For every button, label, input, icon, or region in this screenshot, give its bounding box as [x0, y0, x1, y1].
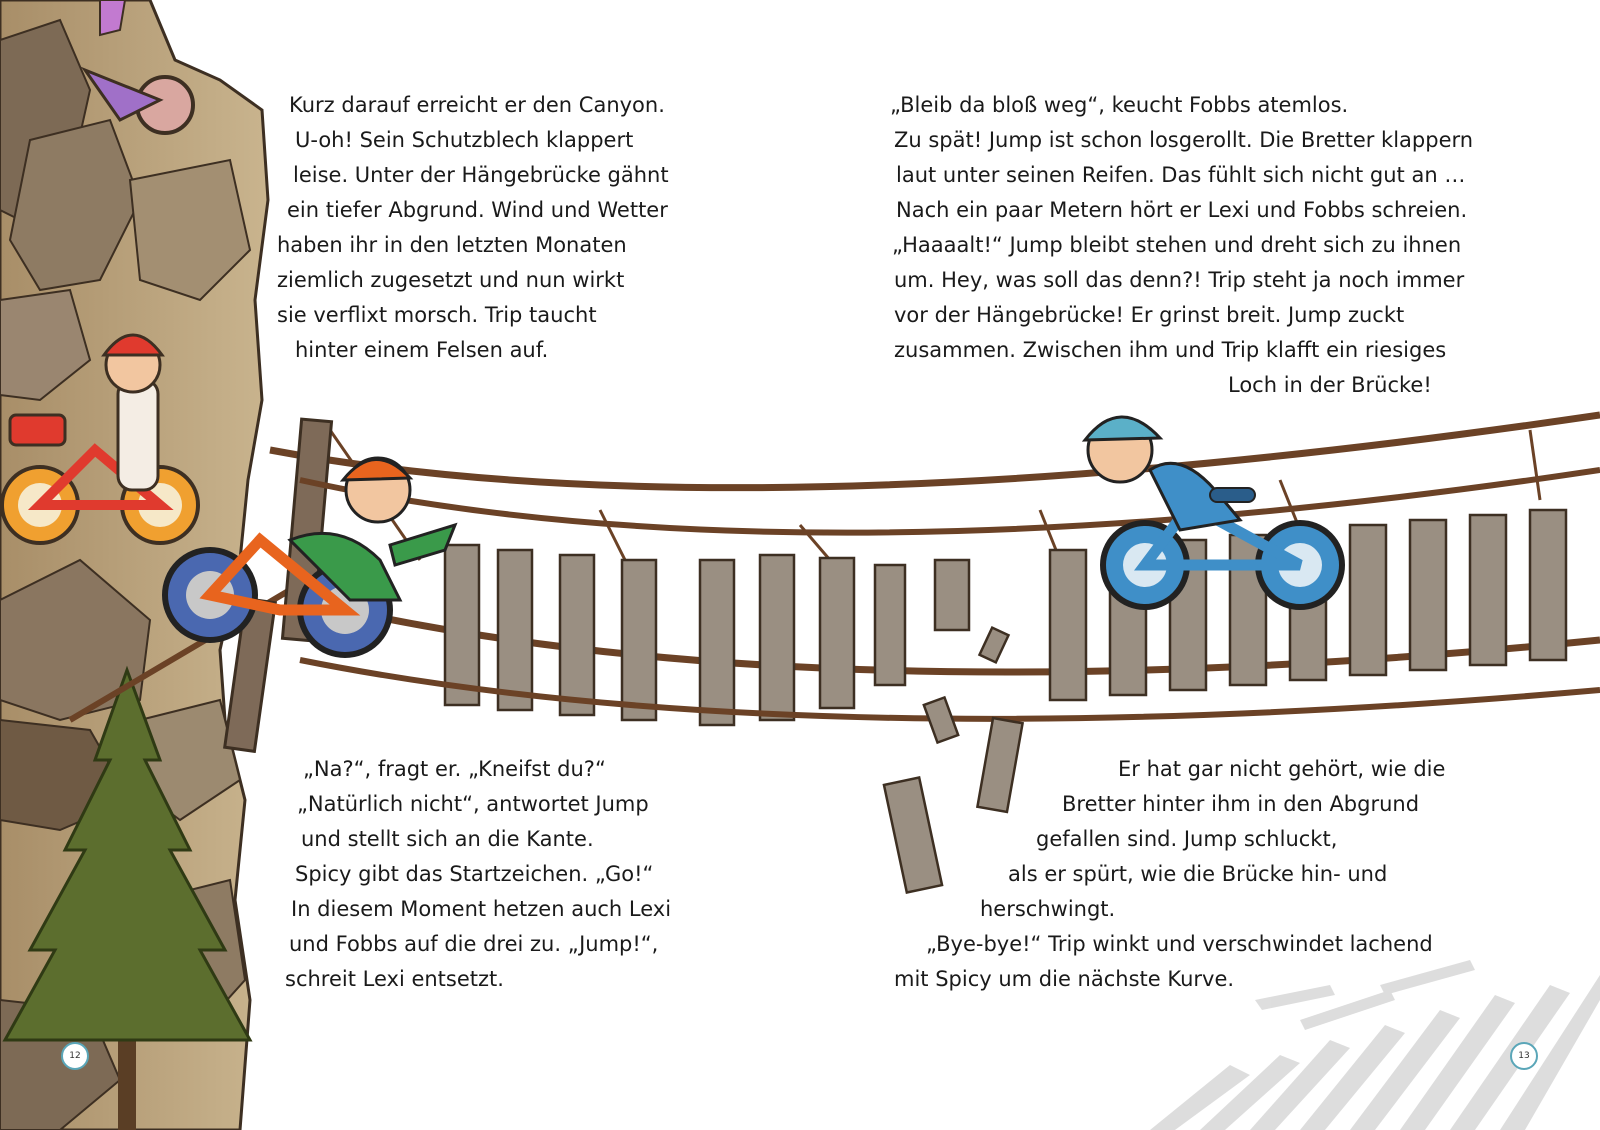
text-line: und stellt sich an die Kante.: [301, 827, 594, 851]
text-line: gefallen sind. Jump schluckt,: [1036, 827, 1338, 851]
text-line: In diesem Moment hetzen auch Lexi: [291, 897, 672, 921]
text-line: ein tiefer Abgrund. Wind und Wetter: [287, 198, 668, 222]
right-paragraph-bottom: [880, 752, 1445, 997]
text-line: Er hat gar nicht gehört, wie die: [1118, 757, 1446, 781]
text-line: als er spürt, wie die Brücke hin- und: [1008, 862, 1388, 886]
text-line: Bretter hinter ihm in den Abgrund: [1062, 792, 1420, 816]
text-line: ziemlich zugesetzt und nun wirkt: [277, 268, 625, 292]
jump-bike-icon: [1085, 417, 1342, 607]
text-line: U-oh! Sein Schutzblech klappert: [295, 128, 634, 152]
text-line: mit Spicy um die nächste Kurve.: [894, 967, 1235, 991]
text-line: leise. Unter der Hängebrücke gähnt: [293, 163, 669, 187]
text-line: Nach ein paar Metern hört er Lexi und Fobbs schreien.: [896, 198, 1468, 222]
text-line: „Natürlich nicht“, antwortet Jump: [297, 792, 649, 816]
text-line: und Fobbs auf die drei zu. „Jump!“,: [289, 932, 659, 956]
text-line: Zu spät! Jump ist schon losgerollt. Die Bretter klappern: [894, 128, 1474, 152]
page-number-right: 13: [1510, 1042, 1538, 1070]
page-number-left: 12: [61, 1042, 89, 1070]
text-line: haben ihr in den letzten Monaten: [277, 233, 627, 257]
left-paragraph-bottom: [275, 752, 671, 997]
text-line: „Bleib da bloß weg“, keucht Fobbs atemlos.: [890, 93, 1349, 117]
text-line: vor der Hängebrücke! Er grinst breit. Jump zuckt: [894, 303, 1405, 327]
text-line: Loch in der Brücke!: [1228, 373, 1432, 397]
text-line: zusammen. Zwischen ihm und Trip klafft ein riesiges: [894, 338, 1447, 362]
text-line: hinter einem Felsen auf.: [295, 338, 549, 362]
text-line: laut unter seinen Reifen. Das fühlt sich nicht gut an …: [896, 163, 1466, 187]
text-line: „Haaaalt!“ Jump bleibt stehen und dreht sich zu ihnen: [892, 233, 1462, 257]
text-line: Kurz darauf erreicht er den Canyon.: [289, 93, 665, 117]
text-line: sie verflixt morsch. Trip taucht: [277, 303, 597, 327]
text-line: „Bye-bye!“ Trip winkt und verschwindet lachend: [926, 932, 1433, 956]
rope-bridge-icon: [70, 415, 1600, 751]
text-line: Spicy gibt das Startzeichen. „Go!“: [295, 862, 654, 886]
right-paragraph-top: [880, 88, 1473, 403]
text-line: schreit Lexi entsetzt.: [285, 967, 504, 991]
text-line: herschwingt.: [980, 897, 1116, 921]
text-line: „Na?“, fragt er. „Kneifst du?“: [303, 757, 606, 781]
left-paragraph-top: [265, 88, 669, 368]
text-line: um. Hey, was soll das denn?! Trip steht ja noch immer: [894, 268, 1465, 292]
